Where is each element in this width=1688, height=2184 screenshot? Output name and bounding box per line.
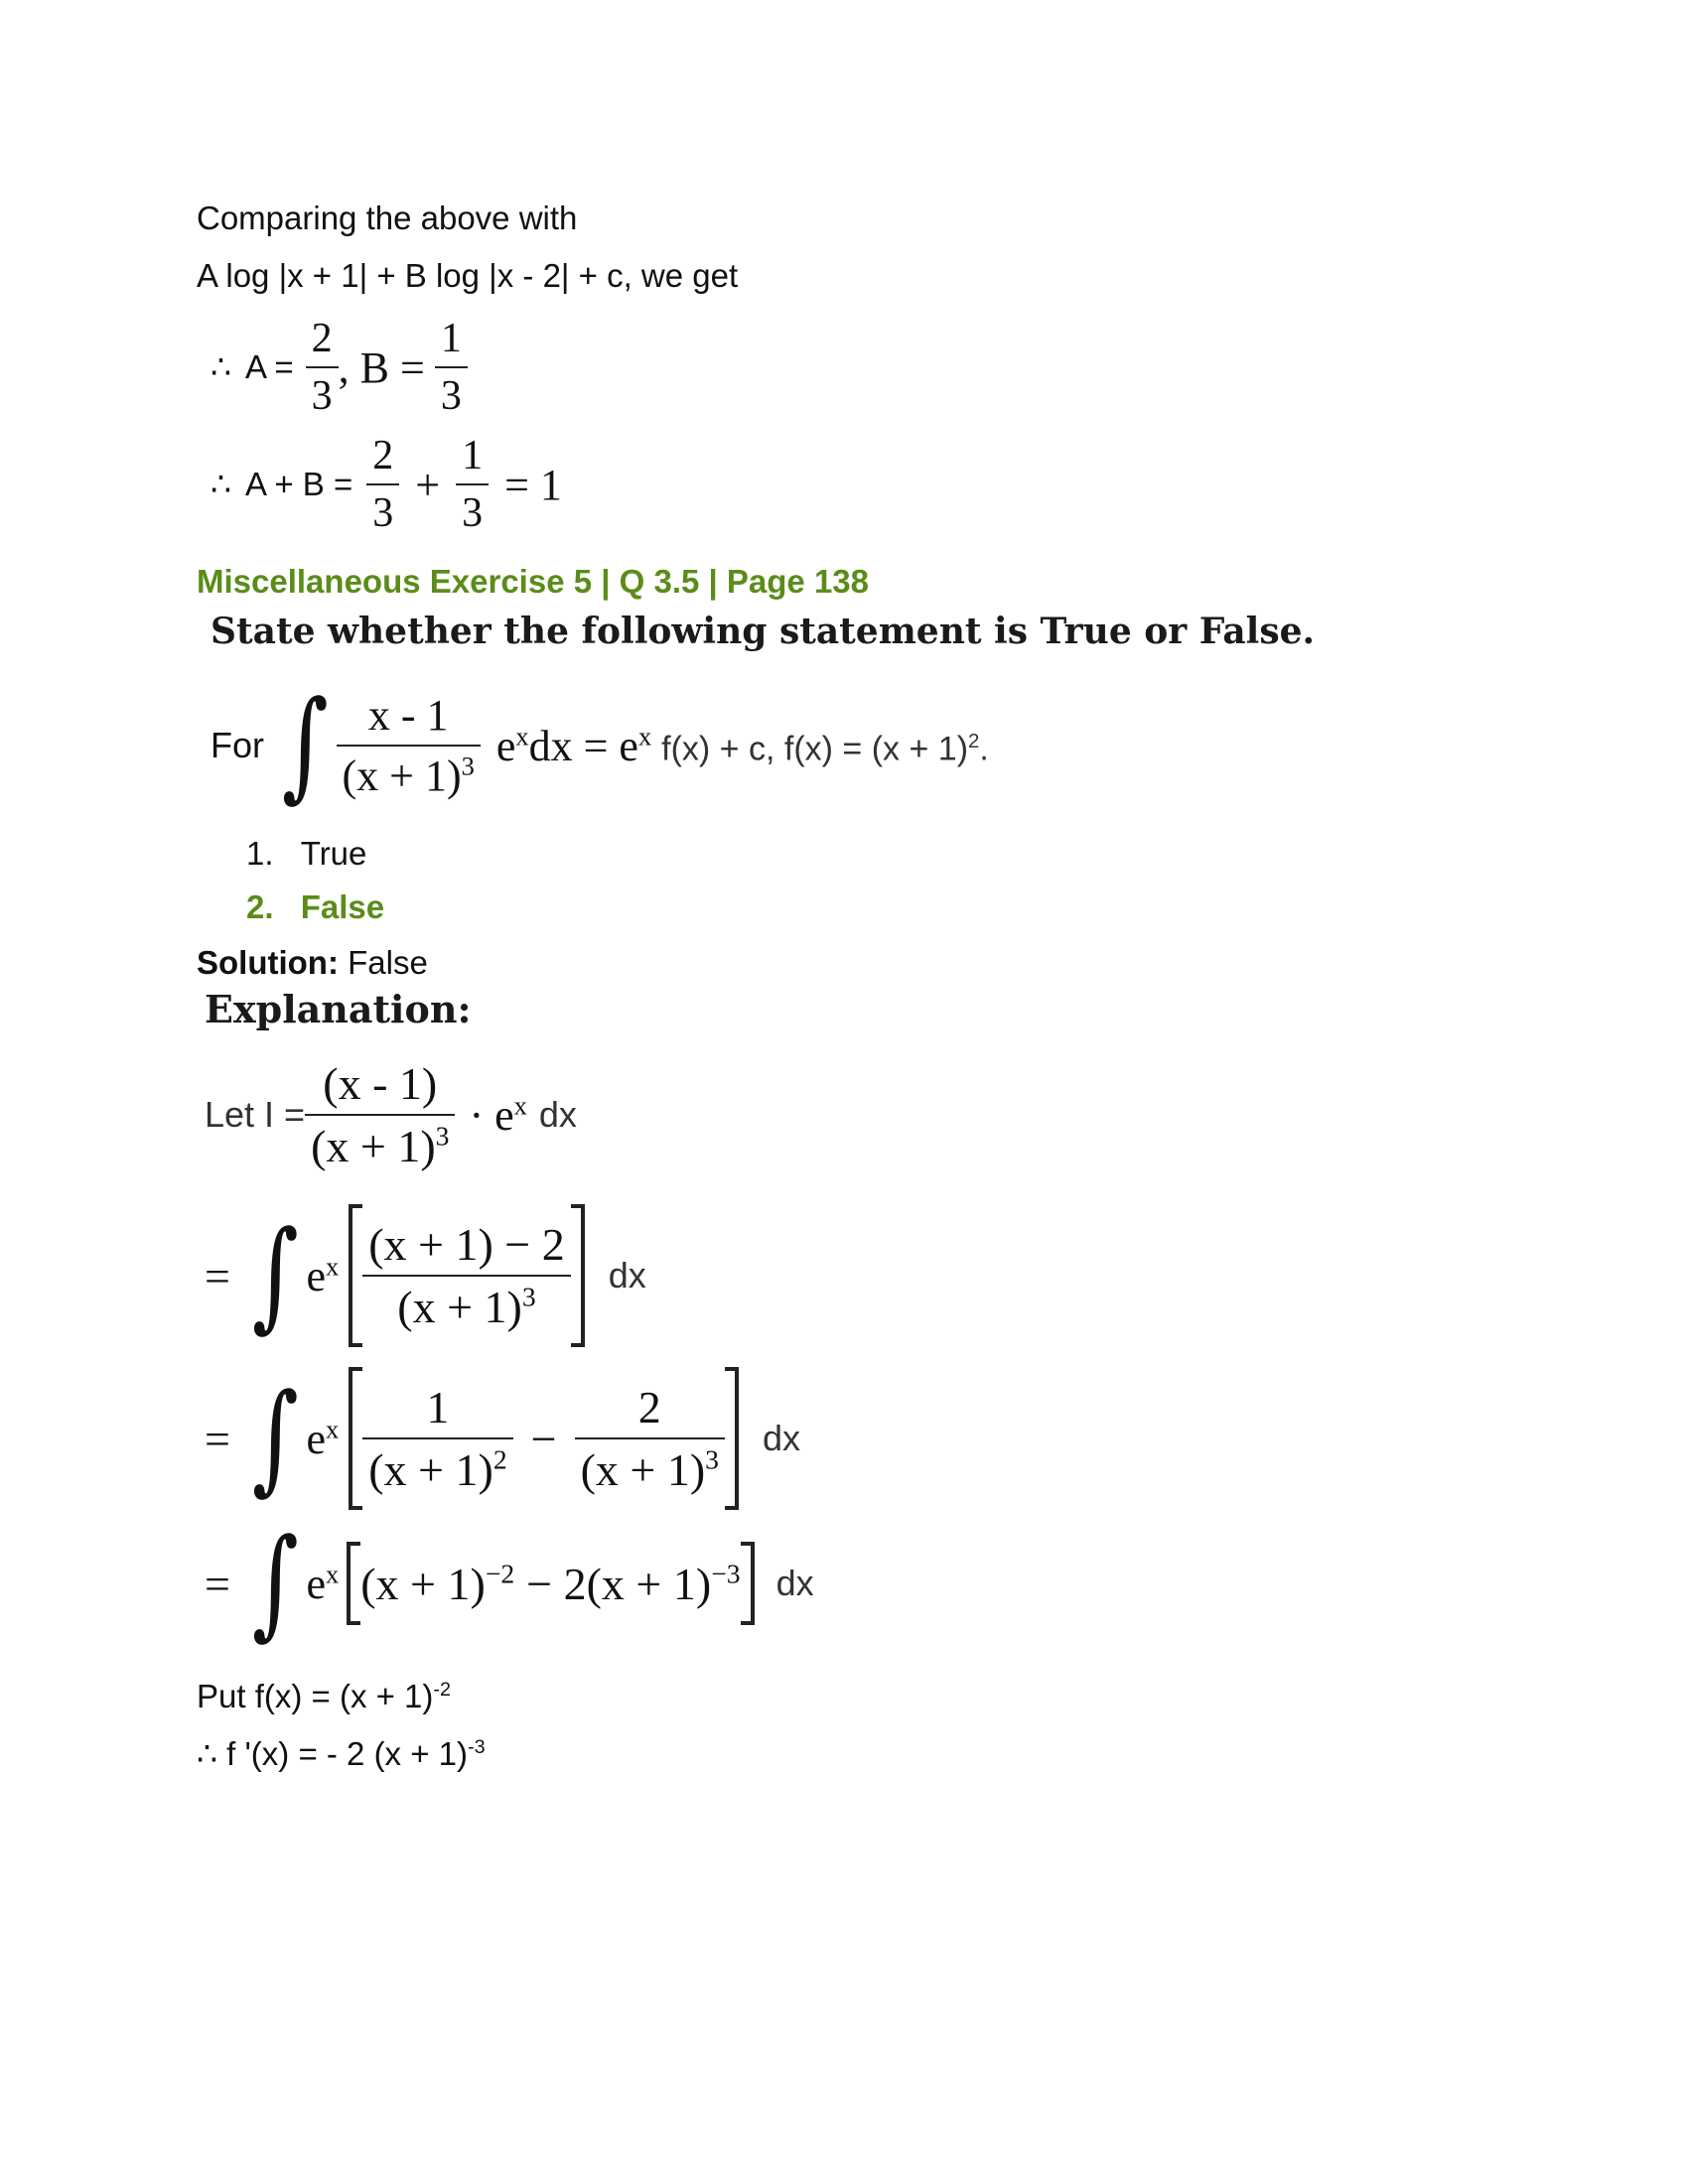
option-2-label: False [300, 888, 385, 925]
fraction-bar [575, 1437, 725, 1439]
question-denominator: $(x + 1)^3$ [342, 751, 475, 800]
fraction-bar [435, 366, 468, 368]
question-rhs: $e^xdx = e^x$ [495, 720, 652, 770]
sum-fraction-2 [456, 432, 489, 537]
let-tail: · $e^x$ [469, 1089, 527, 1140]
fraction-bar [306, 366, 339, 368]
option-2-number: 2. [246, 888, 274, 925]
explanation-line-3 [205, 1364, 800, 1513]
sum-numerator-1: 2 [372, 433, 394, 478]
result-sum [211, 430, 562, 539]
a-fraction [306, 315, 339, 420]
right-bracket [571, 1204, 585, 1347]
exercise-heading[interactable]: Miscellaneous Exercise 5 | Q 3.5 | Page 138 [197, 563, 870, 600]
solution-line [197, 943, 428, 983]
line3-dx: dx [762, 1418, 800, 1458]
right-bracket [725, 1367, 739, 1510]
let-numerator: (x - 1) [323, 1058, 438, 1109]
question-text: State whether the following statement is True or False. [211, 611, 1316, 652]
exp-term: $e^x$ [306, 1250, 340, 1300]
therefore-symbol: ∴ [211, 348, 231, 385]
sum-label: A + B = [245, 466, 353, 502]
left-bracket [347, 1542, 360, 1625]
question-rhs-rest: f(x) + c, $f(x) = (x + 1)^2$. [661, 730, 989, 768]
option-1-label: True [300, 835, 367, 872]
integral-sign: ∫ [251, 1206, 299, 1344]
line2-numerator: (x + 1) − 2 [368, 1219, 565, 1270]
sum-fraction-1 [366, 432, 399, 537]
option-1-number: 1. [246, 835, 274, 872]
line4-dx: dx [775, 1563, 814, 1603]
line3-numerator-2: 2 [637, 1382, 661, 1433]
for-label: For [211, 725, 264, 765]
question-numerator: x - 1 [367, 691, 449, 740]
fraction-bar [362, 1275, 571, 1277]
line2-dx: dx [608, 1255, 646, 1296]
b-fraction [435, 315, 468, 420]
explanation-line-4 [205, 1514, 814, 1652]
option-2[interactable] [246, 887, 384, 927]
put-line-2-text: ∴ f '(x) = - 2 (x + 1) [197, 1735, 469, 1772]
put-line-1-text: Put f(x) = (x + 1) [197, 1678, 434, 1714]
let-fraction [305, 1057, 455, 1172]
exp-term: $e^x$ [306, 1558, 340, 1608]
exp-term: $e^x$ [306, 1413, 340, 1463]
line3-denominator-2: $(x + 1)^3$ [580, 1443, 719, 1495]
sum-equals: = 1 [504, 460, 562, 509]
let-denominator: $(x + 1)^3$ [311, 1120, 450, 1171]
sum-denominator-2: 3 [462, 490, 484, 536]
therefore-symbol: ∴ [211, 466, 231, 502]
option-1[interactable] [246, 834, 366, 874]
fraction-bar [337, 745, 481, 747]
sum-numerator-2: 1 [462, 433, 484, 478]
a-denominator: 3 [311, 373, 333, 419]
integral-sign: ∫ [281, 676, 329, 814]
solution-label: Solution: [197, 944, 339, 981]
sum-denominator-1: 3 [372, 490, 394, 536]
right-bracket [741, 1542, 755, 1625]
question-fraction [337, 690, 481, 801]
fraction-bar [305, 1114, 455, 1116]
let-label: Let I = [205, 1094, 306, 1135]
put-line-1-exp: -2 [433, 1679, 451, 1701]
line4-term-2: − $2(x + 1)^{-3}$ [526, 1558, 741, 1609]
line3-numerator-1: 1 [426, 1382, 450, 1433]
b-denominator: 3 [440, 373, 462, 419]
line3-denominator-1: $(x + 1)^2$ [368, 1443, 507, 1495]
fraction-bar [362, 1437, 512, 1439]
put-line-2-exp: -3 [468, 1736, 486, 1758]
explanation-line-2 [205, 1201, 646, 1350]
b-numerator: 1 [440, 316, 462, 361]
line4-term-1: $(x + 1)^{-2}$ [360, 1558, 515, 1609]
put-line-2 [197, 1727, 486, 1774]
left-bracket [349, 1204, 362, 1347]
a-numerator: 2 [311, 316, 333, 361]
let-dx: dx [538, 1094, 577, 1135]
fraction-bar [366, 483, 399, 485]
line2-denominator: $(x + 1)^3$ [397, 1281, 536, 1332]
b-label: , B = [338, 342, 425, 392]
line3-fraction-2 [575, 1381, 725, 1496]
explanation-line-1 [205, 1050, 577, 1179]
equals-sign: = [205, 1250, 230, 1301]
integral-sign: ∫ [251, 1514, 299, 1652]
intro-line-1: Comparing the above with [197, 200, 578, 236]
line2-fraction [362, 1218, 571, 1333]
integral-sign: ∫ [251, 1369, 299, 1507]
minus-sign: − [530, 1413, 557, 1464]
a-label: A = [245, 348, 294, 385]
explanation-heading: Explanation: [205, 987, 472, 1031]
left-bracket [349, 1367, 362, 1510]
equals-sign: = [205, 1413, 230, 1464]
solution-value: False [348, 944, 428, 981]
put-line-1 [197, 1670, 451, 1716]
question-integral [211, 676, 989, 814]
line3-fraction-1 [362, 1381, 512, 1496]
result-a-b [211, 313, 468, 422]
fraction-bar [456, 483, 489, 485]
equals-sign: = [205, 1558, 230, 1609]
plus-sign: + [415, 460, 441, 509]
intro-line-2: A log |x + 1| + B log |x - 2| + c, we get [197, 257, 739, 294]
